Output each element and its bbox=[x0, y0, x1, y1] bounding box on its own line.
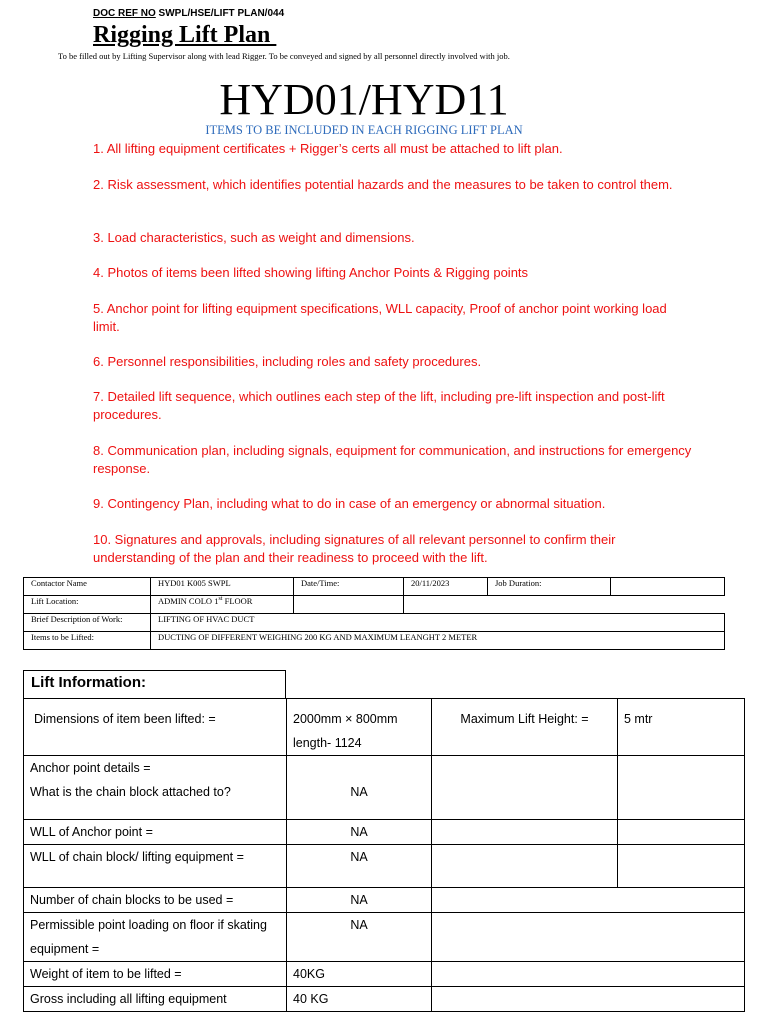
dimensions-label: Dimensions of item been lifted: = bbox=[24, 699, 287, 756]
empty-cell bbox=[432, 820, 618, 845]
anchor-label-line1: Anchor point details = bbox=[30, 761, 151, 775]
num-chain-label: Number of chain blocks to be used = bbox=[24, 888, 287, 913]
empty-cell bbox=[618, 845, 745, 888]
lift-info-table bbox=[23, 698, 745, 1012]
list-item: 8. Communication plan, including signals, equipment for communication, and instructions for emergency response. bbox=[93, 443, 692, 476]
table-row bbox=[24, 632, 725, 650]
list-item: 3. Load characteristics, such as weight and dimensions. bbox=[93, 230, 415, 245]
list-item: 1. All lifting equipment certificates + Rigger’s certs all must be attached to lift plan. bbox=[93, 141, 563, 156]
instruction-text: To be filled out by Lifting Supervisor along with lead Rigger. To be conveyed and signed by all personnel directly involved with job. bbox=[58, 51, 510, 61]
anchor-label-line2: What is the chain block attached to? bbox=[30, 785, 231, 799]
dimensions-value-line1: 2000mm × 800mm bbox=[293, 712, 398, 726]
doc-ref-label: DOC REF NO bbox=[93, 8, 156, 19]
list-item: 10. Signatures and approvals, including signatures of all relevant personnel to confirm their understanding of the plan and their readiness to proceed with the lift. bbox=[93, 532, 616, 565]
floor-loading-label-line1: Permissible point loading on floor if skating bbox=[30, 918, 267, 932]
doc-ref-value: SWPL/HSE/LIFT PLAN/044 bbox=[155, 8, 285, 19]
wll-chain-label: WLL of chain block/ lifting equipment = bbox=[24, 845, 287, 888]
contractor-label: Contactor Name bbox=[24, 578, 151, 596]
table-row bbox=[24, 820, 745, 845]
duration-label: Job Duration: bbox=[488, 578, 611, 596]
floor-loading-value: NA bbox=[287, 913, 432, 962]
job-details-table bbox=[23, 577, 725, 650]
list-item: 9. Contingency Plan, including what to do in case of an emergency or abnormal situation. bbox=[93, 496, 606, 511]
page-title: Rigging Lift Plan bbox=[93, 22, 277, 48]
description-label: Brief Description of Work: bbox=[24, 614, 151, 632]
max-height-label: Maximum Lift Height: = bbox=[432, 699, 618, 756]
doc-ref bbox=[93, 8, 284, 19]
table-row bbox=[24, 888, 745, 913]
weight-label: Weight of item to be lifted = bbox=[24, 962, 287, 987]
table-row bbox=[24, 962, 745, 987]
location-value-pre: ADMIN COLO 1 bbox=[158, 596, 219, 606]
wll-anchor-value: NA bbox=[287, 820, 432, 845]
items-list bbox=[93, 140, 693, 567]
empty-cell bbox=[432, 962, 745, 987]
empty-cell bbox=[432, 845, 618, 888]
anchor-label bbox=[24, 756, 287, 820]
empty-cell bbox=[432, 913, 745, 962]
items-label: Items to be Lifted: bbox=[24, 632, 151, 650]
location-value-sup: st bbox=[218, 596, 223, 603]
dimensions-value bbox=[287, 699, 432, 756]
table-row bbox=[24, 578, 725, 596]
num-chain-value: NA bbox=[287, 888, 432, 913]
table-row bbox=[24, 699, 745, 756]
anchor-value-text: NA bbox=[350, 785, 368, 799]
items-heading: ITEMS TO BE INCLUDED IN EACH RIGGING LIFT PLAN bbox=[205, 123, 523, 137]
lift-info-heading: Lift Information: bbox=[23, 670, 286, 698]
datetime-label: Date/Time: bbox=[294, 578, 404, 596]
floor-loading-label bbox=[24, 913, 287, 962]
floor-loading-label-line2: equipment = bbox=[30, 942, 100, 956]
table-row bbox=[24, 987, 745, 1012]
empty-cell bbox=[618, 820, 745, 845]
empty-cell bbox=[432, 888, 745, 913]
duration-value bbox=[611, 578, 725, 596]
empty-cell bbox=[432, 987, 745, 1012]
max-height-value: 5 mtr bbox=[618, 699, 745, 756]
empty-cell bbox=[618, 756, 745, 820]
gross-value: 40 KG bbox=[287, 987, 432, 1012]
contractor-value: HYD01 K005 SWPL bbox=[151, 578, 294, 596]
table-row bbox=[24, 614, 725, 632]
wll-chain-value: NA bbox=[287, 845, 432, 888]
plan-number: HYD01/HYD11 bbox=[219, 75, 509, 124]
datetime-value: 20/11/2023 bbox=[404, 578, 488, 596]
table-row bbox=[24, 596, 725, 614]
location-value bbox=[151, 596, 294, 614]
list-item: 5. Anchor point for lifting equipment specifications, WLL capacity, Proof of anchor point working load limit. bbox=[93, 301, 667, 334]
table-row bbox=[24, 913, 745, 962]
dimensions-value-line2: length- 1124 bbox=[293, 736, 362, 750]
wll-anchor-label: WLL of Anchor point = bbox=[24, 820, 287, 845]
anchor-value bbox=[287, 756, 432, 820]
location-label: Lift Location: bbox=[24, 596, 151, 614]
location-value-post: FLOOR bbox=[222, 596, 253, 606]
empty-cell bbox=[404, 596, 725, 614]
list-item: 6. Personnel responsibilities, including roles and safety procedures. bbox=[93, 354, 482, 369]
list-item: 4. Photos of items been lifted showing lifting Anchor Points & Rigging points bbox=[93, 265, 529, 280]
list-item: 7. Detailed lift sequence, which outlines each step of the lift, including pre-lift inspection and post-lift procedures. bbox=[93, 389, 665, 422]
table-row bbox=[24, 756, 745, 820]
description-value: LIFTING OF HVAC DUCT bbox=[151, 614, 725, 632]
list-item: 2. Risk assessment, which identifies potential hazards and the measures to be taken to control them. bbox=[93, 177, 673, 192]
empty-cell bbox=[432, 756, 618, 820]
items-value: DUCTING OF DIFFERENT WEIGHING 200 KG AND MAXIMUM LEANGHT 2 METER bbox=[151, 632, 725, 650]
weight-value: 40KG bbox=[287, 962, 432, 987]
table-row bbox=[24, 845, 745, 888]
gross-label: Gross including all lifting equipment bbox=[24, 987, 287, 1012]
empty-cell bbox=[294, 596, 404, 614]
